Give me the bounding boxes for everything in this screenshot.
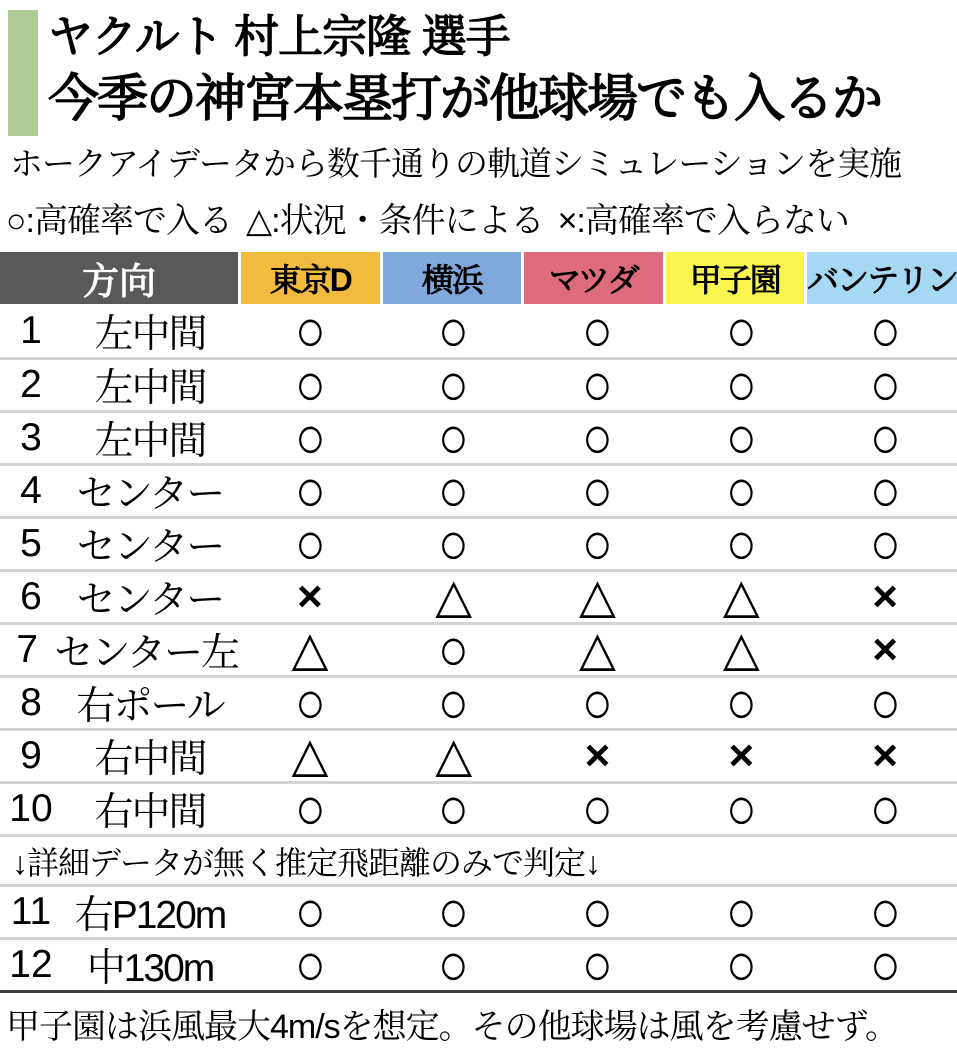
row-direction: 右中間: [94, 791, 206, 835]
result-cell-横浜: [382, 669, 526, 737]
circle-symbol: ○: [869, 669, 901, 737]
row-number: 11: [10, 890, 52, 934]
circle-symbol: ○: [581, 669, 613, 737]
row-number: 4: [20, 469, 42, 513]
row-number: 8: [20, 681, 42, 725]
result-cell-東京D: [238, 623, 382, 677]
result-cell-バンテリン: [813, 510, 957, 578]
x-symbol: ×: [872, 731, 898, 781]
direction-cell: [0, 516, 238, 572]
circle-symbol: ○: [294, 878, 326, 946]
row-number: 7: [16, 628, 39, 672]
stadium-column-header-3: マツダ: [524, 252, 663, 304]
direction-cell: [0, 410, 238, 466]
result-cell-マツダ: [526, 623, 670, 677]
result-cell-バンテリン: [813, 669, 957, 737]
row-direction: 右ポール: [76, 685, 224, 729]
circle-symbol: ○: [725, 878, 757, 946]
row-direction: 右中間: [94, 738, 206, 782]
row-number: 9: [20, 734, 42, 778]
table-header-row: [0, 252, 957, 304]
result-cell-横浜: [382, 297, 526, 365]
row-number: 10: [9, 787, 53, 831]
circle-symbol: ○: [438, 616, 470, 684]
tri-symbol: △: [435, 729, 473, 783]
table-row-12: [0, 931, 957, 999]
result-cell-バンテリン: [813, 731, 957, 781]
direction-cell: [0, 622, 238, 678]
tri-symbol: △: [722, 570, 760, 624]
legend-item-1: ○:高確率で入る: [6, 202, 232, 241]
circle-symbol: ○: [725, 351, 757, 419]
result-cell-東京D: [238, 775, 382, 843]
direction-cell: [0, 357, 238, 413]
symbol-legend: [0, 185, 957, 252]
circle-symbol: ○: [581, 878, 613, 946]
circle-symbol: ○: [438, 297, 470, 365]
circle-symbol: ○: [438, 775, 470, 843]
tri-symbol: △: [291, 623, 329, 677]
result-cell-甲子園: [669, 731, 813, 781]
x-symbol: ×: [872, 572, 898, 622]
circle-symbol: ○: [869, 351, 901, 419]
direction-cell: [0, 937, 238, 993]
table-row-2: [0, 351, 957, 419]
result-cell-マツダ: [526, 731, 670, 781]
circle-symbol: ○: [294, 297, 326, 365]
result-cell-東京D: [238, 729, 382, 783]
direction-column-header: 方向: [0, 252, 238, 304]
note-row: ↓詳細データが無く推定飛距離のみで判定↓: [0, 834, 957, 884]
result-cell-東京D: [238, 510, 382, 578]
circle-symbol: ○: [581, 931, 613, 999]
direction-cell: [0, 675, 238, 731]
result-cell-甲子園: [669, 623, 813, 677]
result-table: [0, 252, 957, 999]
result-cell-東京D: [238, 297, 382, 365]
subtitle: ホークアイデータから数千通りの軌道シミュレーションを実施: [10, 145, 902, 183]
circle-symbol: ○: [581, 775, 613, 843]
result-cell-マツダ: [526, 669, 670, 737]
result-cell-東京D: [238, 572, 382, 622]
row-direction: 中130m: [86, 947, 214, 991]
result-cell-バンテリン: [813, 572, 957, 622]
tri-symbol: △: [579, 623, 616, 677]
result-cell-東京D: [238, 931, 382, 999]
circle-symbol: ○: [581, 457, 613, 525]
result-cell-マツダ: [526, 570, 670, 624]
result-cell-甲子園: [669, 570, 813, 624]
table-row-5: [0, 510, 957, 578]
table-row-9: [0, 728, 957, 781]
result-cell-マツダ: [526, 297, 670, 365]
result-cell-東京D: [238, 669, 382, 737]
circle-symbol: ○: [294, 404, 326, 472]
row-direction: 左中間: [94, 367, 206, 411]
direction-cell: [0, 569, 238, 625]
circle-symbol: ○: [725, 297, 757, 365]
circle-symbol: ○: [294, 775, 326, 843]
page-title-line2: 今季の神宮本塁打が他球場でも入るか: [48, 69, 882, 127]
circle-symbol: ○: [294, 510, 326, 578]
footer-note: 甲子園は浜風最大4m/sを想定。その他球場は風を考慮せず。: [0, 990, 957, 1056]
title-accent-bar: [8, 10, 38, 136]
circle-symbol: ○: [725, 775, 757, 843]
x-symbol: ×: [584, 731, 611, 781]
circle-symbol: ○: [438, 669, 470, 737]
result-cell-マツダ: [526, 775, 670, 843]
circle-symbol: ○: [438, 878, 470, 946]
x-symbol: ×: [728, 731, 755, 781]
circle-symbol: ○: [438, 510, 470, 578]
table-row-1: [0, 297, 957, 365]
result-cell-甲子園: [669, 669, 813, 737]
circle-symbol: ○: [869, 775, 901, 843]
circle-symbol: ○: [725, 510, 757, 578]
header-block: [0, 0, 957, 130]
x-symbol: ×: [297, 572, 323, 622]
circle-symbol: ○: [438, 457, 470, 525]
direction-cell: [0, 728, 238, 784]
circle-symbol: ○: [725, 669, 757, 737]
direction-cell: [0, 884, 238, 940]
circle-symbol: ○: [294, 669, 326, 737]
result-cell-横浜: [382, 510, 526, 578]
circle-symbol: ○: [869, 404, 901, 472]
stadium-column-header-1: 東京D: [241, 252, 380, 304]
row-direction: センター: [76, 473, 224, 517]
row-direction: 左中間: [94, 420, 206, 464]
table-row-4: [0, 457, 957, 525]
result-cell-甲子園: [669, 297, 813, 365]
row-number: 6: [20, 575, 42, 619]
result-cell-横浜: [382, 570, 526, 624]
row-direction: センター: [76, 579, 224, 623]
table-row-11: [0, 878, 957, 946]
result-cell-マツダ: [526, 931, 670, 999]
legend-item-3: ×:高確率で入らない: [557, 202, 849, 241]
result-cell-甲子園: [669, 931, 813, 999]
result-cell-横浜: [382, 931, 526, 999]
tri-symbol: △: [722, 623, 760, 677]
circle-symbol: ○: [725, 404, 757, 472]
circle-symbol: ○: [581, 297, 613, 365]
stadium-column-header-2: 横浜: [383, 252, 522, 304]
circle-symbol: ○: [294, 931, 326, 999]
table-row-7: [0, 616, 957, 684]
tri-symbol: △: [435, 570, 473, 624]
circle-symbol: ○: [581, 351, 613, 419]
row-direction: センター: [76, 526, 224, 570]
row-number: 1: [20, 308, 42, 352]
stadium-column-header-5: バンテリン: [807, 252, 957, 304]
result-cell-横浜: [382, 775, 526, 843]
result-cell-マツダ: [526, 510, 670, 578]
result-cell-甲子園: [669, 510, 813, 578]
row-direction: 右P120m: [74, 894, 226, 938]
row-number: 3: [20, 416, 42, 460]
tri-symbol: △: [579, 570, 616, 624]
table-body-main: [0, 297, 957, 843]
result-cell-バンテリン: [813, 775, 957, 843]
result-cell-バンテリン: [813, 931, 957, 999]
table-row-10: [0, 775, 957, 843]
x-symbol: ×: [872, 625, 898, 675]
table-row-8: [0, 669, 957, 737]
result-cell-横浜: [382, 729, 526, 783]
direction-cell: [0, 463, 238, 519]
row-number: 12: [9, 943, 53, 987]
tri-symbol: △: [291, 729, 329, 783]
circle-symbol: ○: [869, 297, 901, 365]
legend-item-2: △:状況・条件による: [245, 202, 544, 241]
stadium-column-header-4: 甲子園: [666, 252, 805, 304]
circle-symbol: ○: [725, 931, 757, 999]
circle-symbol: ○: [438, 351, 470, 419]
circle-symbol: ○: [869, 457, 901, 525]
result-cell-バンテリン: [813, 297, 957, 365]
circle-symbol: ○: [869, 510, 901, 578]
circle-symbol: ○: [869, 878, 901, 946]
row-number: 5: [20, 522, 42, 566]
direction-cell: [0, 303, 238, 359]
circle-symbol: ○: [438, 931, 470, 999]
table-body-estimated: [0, 878, 957, 999]
table-row-6: [0, 569, 957, 622]
circle-symbol: ○: [869, 931, 901, 999]
result-cell-甲子園: [669, 775, 813, 843]
result-cell-バンテリン: [813, 625, 957, 675]
circle-symbol: ○: [581, 404, 613, 472]
circle-symbol: ○: [725, 457, 757, 525]
circle-symbol: ○: [581, 510, 613, 578]
row-direction: センター左: [54, 632, 238, 676]
circle-symbol: ○: [438, 404, 470, 472]
table-row-3: [0, 404, 957, 472]
circle-symbol: ○: [294, 457, 326, 525]
page-title-line1: ヤクルト 村上宗隆 選手: [48, 11, 510, 62]
row-direction: 左中間: [94, 312, 206, 356]
row-number: 2: [20, 363, 42, 407]
direction-cell: [0, 781, 238, 837]
circle-symbol: ○: [294, 351, 326, 419]
